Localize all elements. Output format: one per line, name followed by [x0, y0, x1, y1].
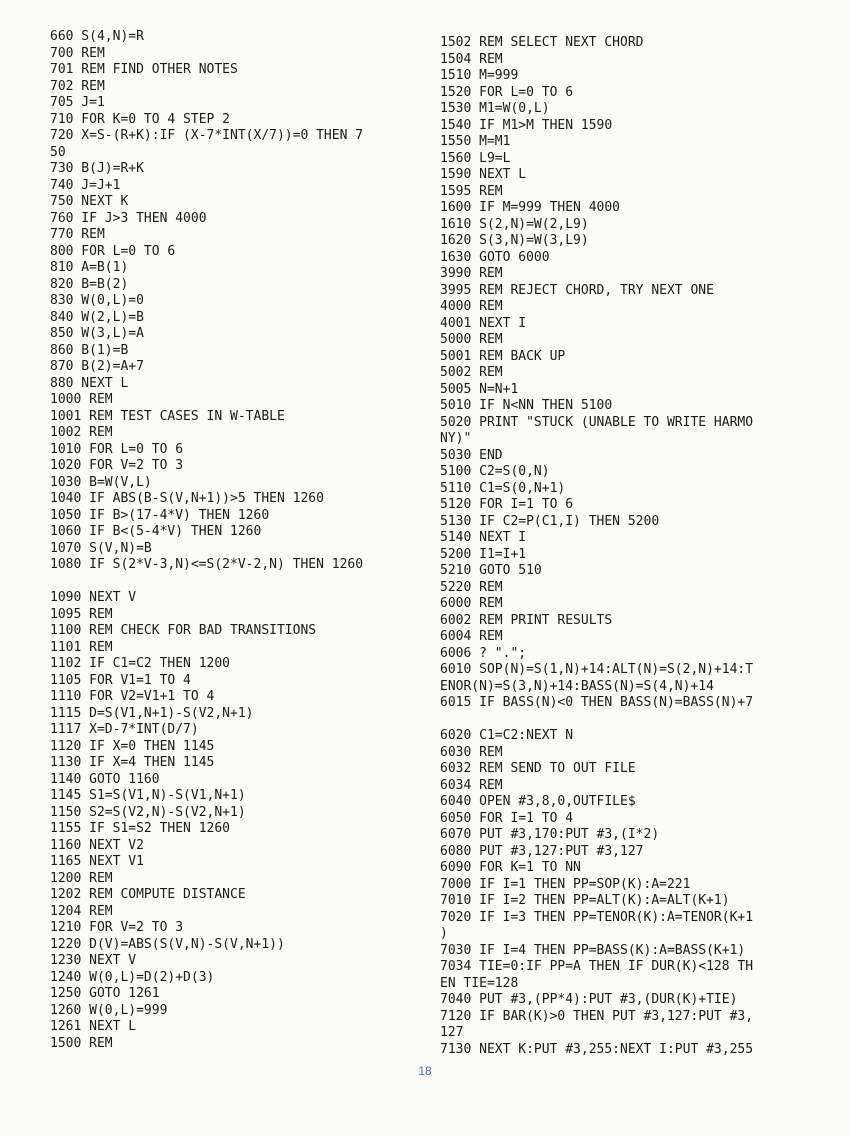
- code-line: 5020 PRINT "STUCK (UNABLE TO WRITE HARMO: [440, 414, 754, 430]
- code-line: 1070 S(V,N)=B: [50, 540, 152, 556]
- code-line: 830 W(0,L)=0: [50, 293, 144, 308]
- code-line: 1130 IF X=4 THEN 1145: [50, 755, 215, 770]
- code-line: 6032 REM SEND TO OUT FILE: [440, 761, 636, 776]
- code-line: 1095 REM: [50, 606, 113, 622]
- code-line: 1020 FOR V=2 TO 3: [50, 458, 184, 473]
- code-line: 1560 L9=L: [440, 150, 511, 166]
- code-line: 5110 C1=S(0,N+1): [440, 480, 566, 496]
- code-line: 1050 IF B>(17-4*V) THEN 1260: [50, 507, 270, 523]
- code-line: 6030 REM: [440, 744, 503, 760]
- code-line: 5200 I1=I+1: [440, 546, 527, 562]
- code-line: 1100 REM CHECK FOR BAD TRANSITIONS: [50, 623, 317, 638]
- code-line: 700 REM: [50, 45, 105, 61]
- code-line: 1000 REM: [50, 392, 113, 407]
- code-line: 6004 REM: [440, 629, 503, 644]
- code-line: 1090 NEXT V: [50, 590, 137, 605]
- code-line: 6070 PUT #3,170:PUT #3,(I*2): [440, 827, 660, 842]
- code-line: 6010 SOP(N)=S(1,N)+14:ALT(N)=S(2,N)+14:T: [440, 662, 754, 677]
- code-line: 5140 NEXT I: [440, 530, 527, 545]
- code-line: 1160 NEXT V2: [50, 837, 144, 853]
- code-line: 1060 IF B<(5-4*V) THEN 1260: [50, 524, 262, 539]
- code-column-left: [50, 29, 363, 1052]
- code-line: 1502 REM SELECT NEXT CHORD: [440, 35, 644, 50]
- code-line: 5002 REM: [440, 365, 503, 380]
- code-line: 6034 REM: [440, 777, 503, 793]
- code-line: 1101 REM: [50, 639, 113, 655]
- code-line: 5220 REM: [440, 579, 503, 595]
- code-line: 1140 GOTO 1160: [50, 771, 160, 787]
- code-line: 5000 REM: [440, 332, 503, 347]
- code-line: 1240 W(0,L)=D(2)+D(3): [50, 969, 215, 985]
- code-line: 760 IF J>3 THEN 4000: [50, 210, 207, 226]
- code-line: 3990 REM: [440, 266, 503, 281]
- code-line: 5210 GOTO 510: [440, 563, 542, 578]
- code-line: 1204 REM: [50, 903, 113, 919]
- code-line: 5120 FOR I=1 TO 6: [440, 497, 574, 512]
- code-column-right: [440, 35, 753, 1058]
- code-line: 1500 REM: [50, 1035, 113, 1051]
- code-line: 5010 IF N<NN THEN 5100: [440, 398, 613, 413]
- code-line: 7130 NEXT K:PUT #3,255:NEXT I:PUT #3,255: [440, 1041, 754, 1057]
- code-line: 750 NEXT K: [50, 194, 129, 209]
- code-line: 6050 FOR I=1 TO 4: [440, 810, 574, 826]
- code-line: 50: [50, 144, 66, 160]
- code-line: 4001 NEXT I: [440, 315, 527, 331]
- code-line: 6040 OPEN #3,8,0,OUTFILE$: [440, 794, 636, 809]
- code-line: 1120 IF X=0 THEN 1145: [50, 738, 215, 754]
- code-line: 1630 GOTO 6000: [440, 249, 550, 265]
- page-number: 18: [418, 1064, 432, 1078]
- code-line: 1260 W(0,L)=999: [50, 1002, 168, 1018]
- code-line: 127: [440, 1025, 464, 1040]
- code-line: 720 X=S-(R+K):IF (X-7*INT(X/7))=0 THEN 7: [50, 128, 364, 143]
- code-line: 1115 D=S(V1,N+1)-S(V2,N+1): [50, 705, 254, 721]
- code-line: 7034 TIE=0:IF PP=A THEN IF DUR(K)<128 TH: [440, 959, 754, 974]
- blank-line: [50, 574, 363, 591]
- code-line: 5130 IF C2=P(C1,I) THEN 5200: [440, 513, 660, 529]
- code-line: 5030 END: [440, 447, 503, 463]
- code-line: 1165 NEXT V1: [50, 854, 144, 869]
- code-line: 1504 REM: [440, 51, 503, 67]
- code-line: 1530 M1=W(0,L): [440, 101, 550, 116]
- code-line: 1117 X=D-7*INT(D/7): [50, 722, 199, 737]
- code-line: 870 B(2)=A+7: [50, 359, 144, 374]
- code-line: 7020 IF I=3 THEN PP=TENOR(K):A=TENOR(K+1: [440, 909, 754, 925]
- code-line: 730 B(J)=R+K: [50, 161, 144, 176]
- code-line: ): [440, 926, 448, 941]
- code-line: 1145 S1=S(V1,N)-S(V1,N+1): [50, 788, 246, 803]
- code-line: 820 B=B(2): [50, 276, 129, 292]
- code-line: 1261 NEXT L: [50, 1019, 137, 1034]
- code-line: 1080 IF S(2*V-3,N)<=S(2*V-2,N) THEN 1260: [50, 557, 364, 572]
- code-line: ENOR(N)=S(3,N)+14:BASS(N)=S(4,N)+14: [440, 678, 714, 694]
- code-line: 3995 REM REJECT CHORD, TRY NEXT ONE: [440, 282, 714, 298]
- code-line: 860 B(1)=B: [50, 342, 129, 358]
- code-line: 7030 IF I=4 THEN PP=BASS(K):A=BASS(K+1): [440, 942, 746, 958]
- code-line: 1200 REM: [50, 870, 113, 886]
- code-line: 1230 NEXT V: [50, 953, 137, 968]
- code-line: 6090 FOR K=1 TO NN: [440, 860, 581, 875]
- code-line: 7040 PUT #3,(PP*4):PUT #3,(DUR(K)+TIE): [440, 992, 738, 1007]
- code-line: 1610 S(2,N)=W(2,L9): [440, 216, 589, 232]
- code-line: 5001 REM BACK UP: [440, 348, 566, 364]
- code-line: 1220 D(V)=ABS(S(V,N)-S(V,N+1)): [50, 936, 285, 952]
- code-line: 880 NEXT L: [50, 375, 129, 391]
- code-line: 840 W(2,L)=B: [50, 309, 144, 325]
- code-line: 1620 S(3,N)=W(3,L9): [440, 233, 589, 248]
- code-line: 5005 N=N+1: [440, 381, 519, 397]
- code-line: 6000 REM: [440, 596, 503, 611]
- code-line: EN TIE=128: [440, 975, 519, 991]
- code-line: 6006 ? ".";: [440, 645, 527, 661]
- code-line: 7010 IF I=2 THEN PP=ALT(K):A=ALT(K+1): [440, 893, 730, 908]
- code-line: 1155 IF S1=S2 THEN 1260: [50, 821, 231, 836]
- code-line: 810 A=B(1): [50, 260, 129, 275]
- code-line: 7000 IF I=1 THEN PP=SOP(K):A=221: [440, 876, 691, 892]
- code-line: 4000 REM: [440, 299, 503, 314]
- code-line: 1150 S2=S(V2,N)-S(V2,N+1): [50, 804, 246, 820]
- code-line: 800 FOR L=0 TO 6: [50, 243, 176, 259]
- code-line: 1105 FOR V1=1 TO 4: [50, 672, 191, 688]
- code-line: 702 REM: [50, 78, 105, 94]
- code-line: 1030 B=W(V,L): [50, 474, 152, 490]
- code-line: 6015 IF BASS(N)<0 THEN BASS(N)=BASS(N)+7: [440, 695, 754, 710]
- code-line: 1210 FOR V=2 TO 3: [50, 920, 184, 935]
- code-line: 701 REM FIND OTHER NOTES: [50, 62, 238, 77]
- code-line: 1595 REM: [440, 183, 503, 199]
- code-line: 1540 IF M1>M THEN 1590: [440, 117, 613, 133]
- code-line: 660 S(4,N)=R: [50, 29, 144, 44]
- code-line: 6020 C1=C2:NEXT N: [440, 728, 574, 743]
- code-line: 1250 GOTO 1261: [50, 986, 160, 1001]
- code-line: 705 J=1: [50, 95, 105, 110]
- code-line: 6080 PUT #3,127:PUT #3,127: [440, 843, 644, 859]
- code-line: 1590 NEXT L: [440, 167, 527, 182]
- code-line: 1002 REM: [50, 425, 113, 440]
- code-line: 7120 IF BAR(K)>0 THEN PUT #3,127:PUT #3,: [440, 1008, 754, 1024]
- code-line: 1550 M=M1: [440, 134, 511, 149]
- code-line: 1040 IF ABS(B-S(V,N+1))>5 THEN 1260: [50, 491, 324, 506]
- code-line: 1102 IF C1=C2 THEN 1200: [50, 656, 231, 671]
- code-line: NY)": [440, 431, 472, 446]
- code-line: 1010 FOR L=0 TO 6: [50, 441, 184, 457]
- code-line: 1001 REM TEST CASES IN W-TABLE: [50, 408, 285, 424]
- code-line: 850 W(3,L)=A: [50, 326, 144, 341]
- code-line: 1520 FOR L=0 TO 6: [440, 84, 574, 100]
- code-line: 5100 C2=S(0,N): [440, 464, 550, 479]
- code-line: 740 J=J+1: [50, 177, 121, 193]
- code-line: 770 REM: [50, 227, 105, 242]
- code-line: 710 FOR K=0 TO 4 STEP 2: [50, 111, 231, 127]
- code-line: 1110 FOR V2=V1+1 TO 4: [50, 689, 215, 704]
- code-line: 6002 REM PRINT RESULTS: [440, 612, 613, 628]
- code-line: 1510 M=999: [440, 68, 519, 83]
- code-line: 1202 REM COMPUTE DISTANCE: [50, 887, 246, 902]
- blank-line: [440, 712, 753, 729]
- code-line: 1600 IF M=999 THEN 4000: [440, 200, 621, 215]
